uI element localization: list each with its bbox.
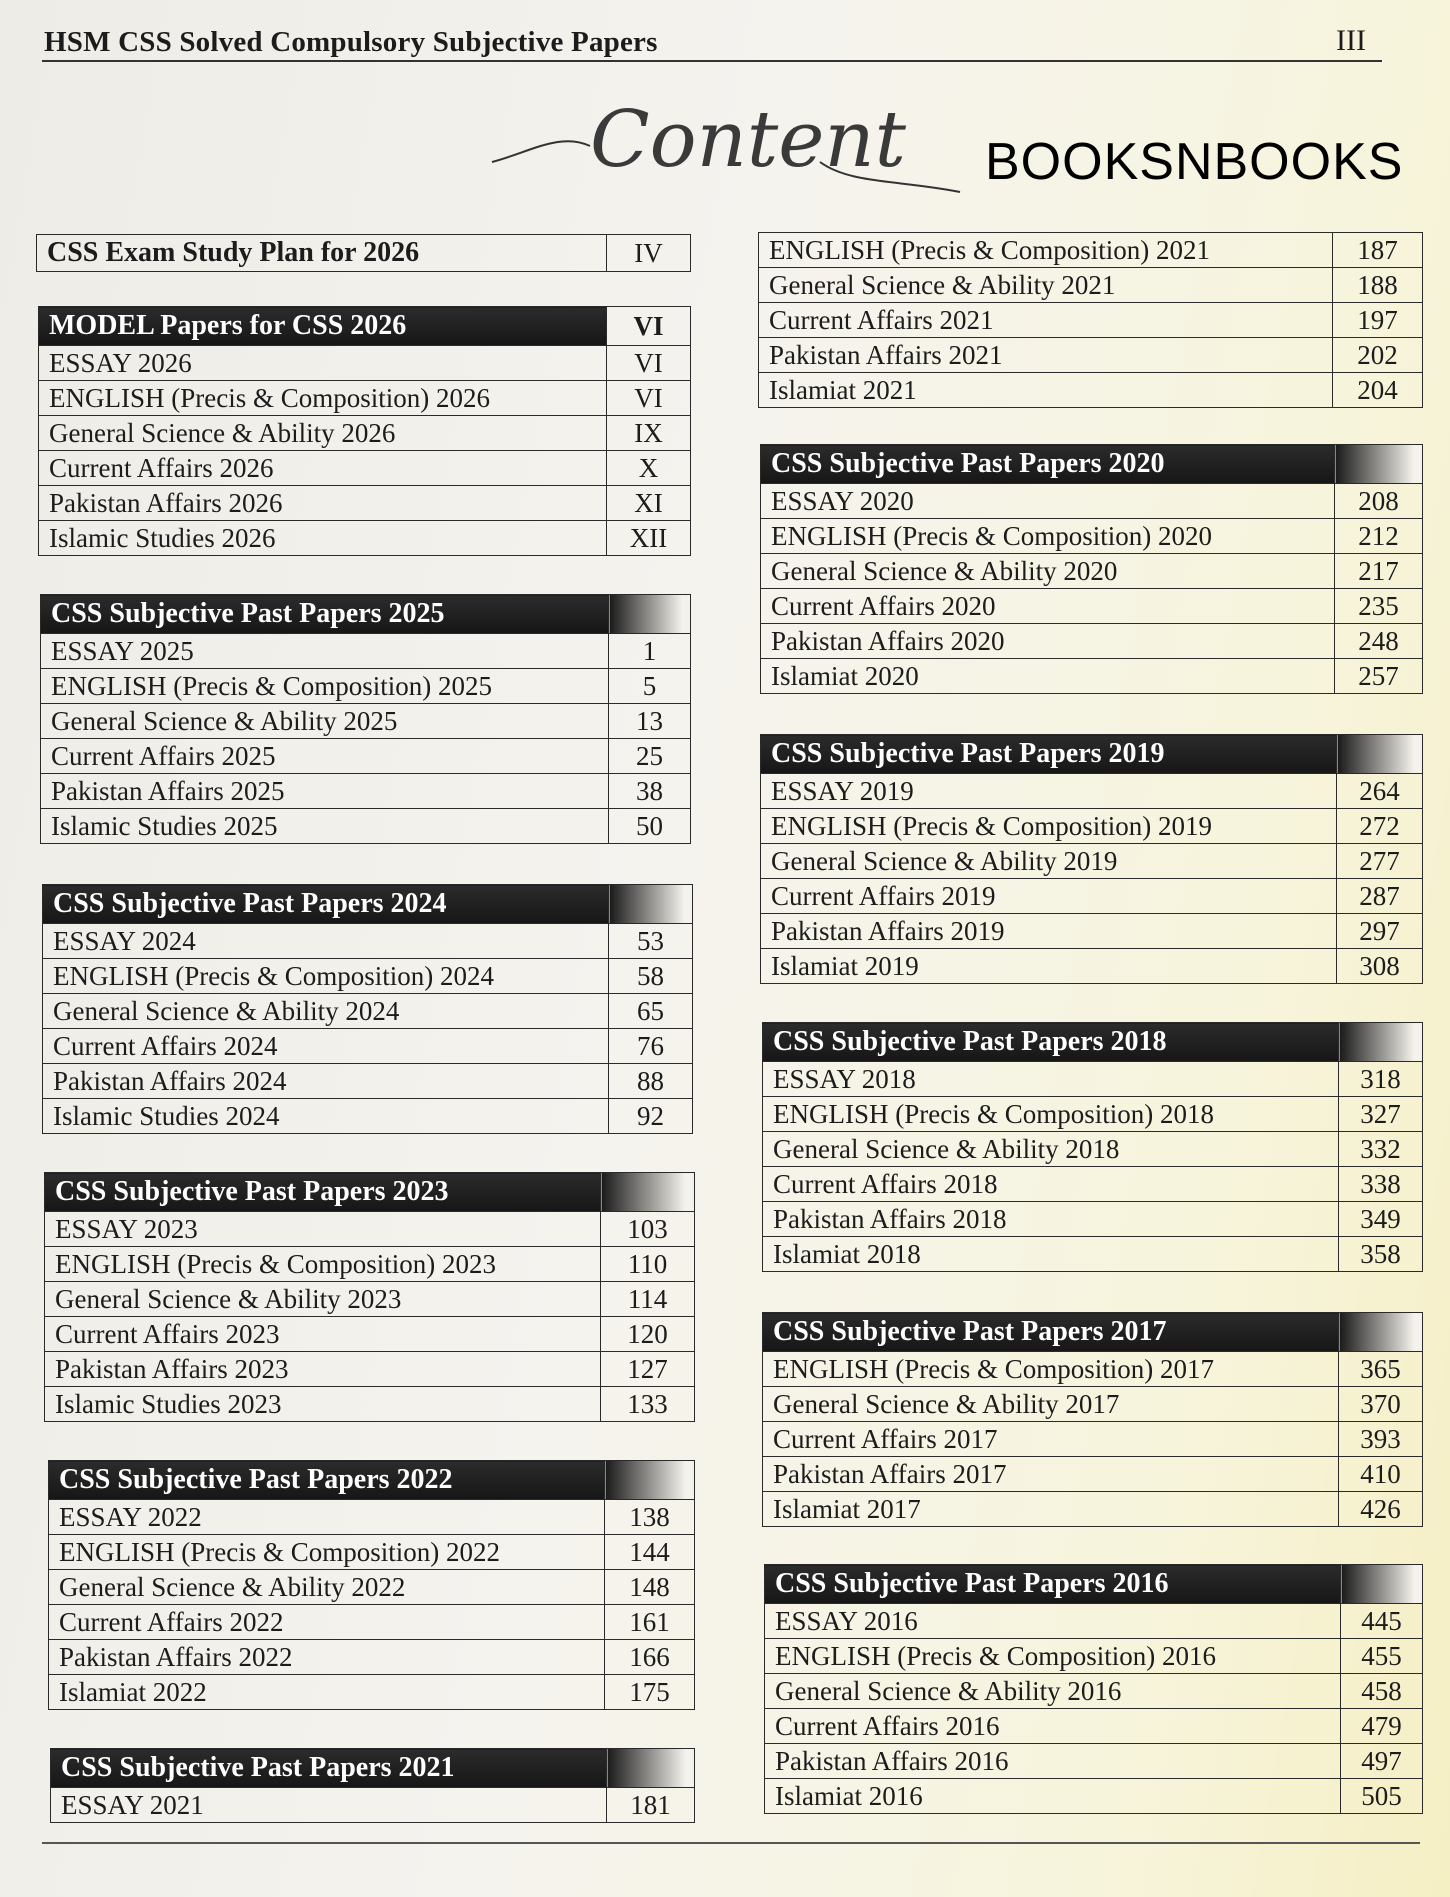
entry-label: Pakistan Affairs 2018 xyxy=(763,1202,1339,1237)
section-page: VI xyxy=(607,307,691,346)
toc-entry xyxy=(763,1097,1423,1132)
entry-page: VI xyxy=(607,346,691,381)
toc-entry xyxy=(763,1167,1423,1202)
entry-label: ENGLISH (Precis & Composition) 2016 xyxy=(765,1639,1341,1674)
toc-entry xyxy=(761,589,1423,624)
toc-entry xyxy=(39,416,691,451)
entry-page: 235 xyxy=(1335,589,1423,624)
toc-entry xyxy=(43,959,693,994)
toc-entry xyxy=(49,1605,695,1640)
toc-entry xyxy=(45,1352,695,1387)
entry-page: 264 xyxy=(1337,774,1423,809)
entry-page: 393 xyxy=(1339,1422,1423,1457)
toc-entry xyxy=(761,914,1423,949)
entry-label: Current Affairs 2026 xyxy=(39,451,607,486)
toc-entry xyxy=(41,739,691,774)
entry-page: X xyxy=(607,451,691,486)
entry-label: Current Affairs 2025 xyxy=(41,739,609,774)
toc-entry xyxy=(45,1282,695,1317)
toc-entry xyxy=(761,624,1423,659)
entry-page: 92 xyxy=(609,1099,693,1134)
toc-entry xyxy=(41,774,691,809)
toc-block-2016 xyxy=(764,1564,1423,1814)
entry-label: Current Affairs 2017 xyxy=(763,1422,1339,1457)
entry-label: Pakistan Affairs 2016 xyxy=(765,1744,1341,1779)
toc-entry xyxy=(763,1202,1423,1237)
entry-label: Pakistan Affairs 2024 xyxy=(43,1064,609,1099)
toc-block-2025 xyxy=(40,594,691,844)
entry-page: 204 xyxy=(1333,373,1423,408)
bottom-rule xyxy=(42,1842,1420,1844)
entry-label: ESSAY 2024 xyxy=(43,924,609,959)
entry-label: Islamic Studies 2026 xyxy=(39,521,607,556)
entry-label: Pakistan Affairs 2017 xyxy=(763,1457,1339,1492)
toc-entry xyxy=(761,844,1423,879)
section-page xyxy=(605,1461,695,1500)
entry-page: 505 xyxy=(1341,1779,1423,1814)
toc-section-heading xyxy=(761,735,1423,774)
toc-section-heading xyxy=(761,445,1423,484)
entry-label: ENGLISH (Precis & Composition) 2023 xyxy=(45,1247,601,1282)
entry-label: ESSAY 2026 xyxy=(39,346,607,381)
entry-page: 455 xyxy=(1341,1639,1423,1674)
entry-page: 127 xyxy=(601,1352,695,1387)
entry-label: Islamiat 2019 xyxy=(761,949,1337,984)
section-title: CSS Subjective Past Papers 2020 xyxy=(761,445,1335,484)
toc-entry xyxy=(49,1570,695,1605)
entry-label: ENGLISH (Precis & Composition) 2025 xyxy=(41,669,609,704)
entry-page: 38 xyxy=(609,774,691,809)
entry-label: Pakistan Affairs 2020 xyxy=(761,624,1335,659)
toc-block-study-plan xyxy=(36,234,691,272)
toc-entry xyxy=(761,774,1423,809)
entry-page: 148 xyxy=(605,1570,695,1605)
entry-page: 188 xyxy=(1333,268,1423,303)
entry-label: Islamic Studies 2024 xyxy=(43,1099,609,1134)
toc-entry xyxy=(765,1709,1423,1744)
entry-page: 297 xyxy=(1337,914,1423,949)
entry-page: 110 xyxy=(601,1247,695,1282)
toc-section-heading xyxy=(41,595,691,634)
entry-label: ESSAY 2016 xyxy=(765,1604,1341,1639)
toc-block-2024 xyxy=(42,884,693,1134)
brand-watermark: BOOKSNBOOKS xyxy=(985,133,1404,191)
toc-block-2021 xyxy=(50,1748,695,1823)
entry-page: 308 xyxy=(1337,949,1423,984)
entry-label: ESSAY 2022 xyxy=(49,1500,605,1535)
toc-entry xyxy=(761,949,1423,984)
toc-entry xyxy=(39,451,691,486)
toc-entry xyxy=(43,924,693,959)
entry-page: 257 xyxy=(1335,659,1423,694)
toc-entry xyxy=(759,373,1423,408)
toc-entry xyxy=(765,1744,1423,1779)
entry-page: 114 xyxy=(601,1282,695,1317)
entry-label: Current Affairs 2019 xyxy=(761,879,1337,914)
entry-page: XII xyxy=(607,521,691,556)
entry-label: ESSAY 2019 xyxy=(761,774,1337,809)
toc-entry xyxy=(763,1132,1423,1167)
entry-label: Current Affairs 2018 xyxy=(763,1167,1339,1202)
toc-section-heading xyxy=(39,307,691,346)
toc-entry xyxy=(761,554,1423,589)
toc-section-heading xyxy=(43,885,693,924)
entry-label: ENGLISH (Precis & Composition) 2021 xyxy=(759,233,1333,268)
toc-entry xyxy=(41,809,691,844)
section-title: CSS Subjective Past Papers 2025 xyxy=(41,595,609,634)
entry-page: 327 xyxy=(1339,1097,1423,1132)
toc-entry xyxy=(763,1352,1423,1387)
entry-page: 277 xyxy=(1337,844,1423,879)
toc-entry xyxy=(51,1788,695,1823)
toc-entry xyxy=(765,1779,1423,1814)
toc-entry xyxy=(45,1247,695,1282)
entry-label: ENGLISH (Precis & Composition) 2019 xyxy=(761,809,1337,844)
running-title: HSM CSS Solved Compulsory Subjective Papers xyxy=(44,26,658,58)
toc-entry xyxy=(43,994,693,1029)
entry-page: 212 xyxy=(1335,519,1423,554)
section-page xyxy=(607,1749,695,1788)
entry-page: 88 xyxy=(609,1064,693,1099)
entry-label: ENGLISH (Precis & Composition) 2020 xyxy=(761,519,1335,554)
entry-label: Pakistan Affairs 2022 xyxy=(49,1640,605,1675)
toc-section-heading xyxy=(49,1461,695,1500)
entry-page: 58 xyxy=(609,959,693,994)
entry-page: 426 xyxy=(1339,1492,1423,1527)
entry-page: 187 xyxy=(1333,233,1423,268)
toc-entry xyxy=(759,233,1423,268)
entry-label: Islamiat 2021 xyxy=(759,373,1333,408)
section-title: CSS Subjective Past Papers 2017 xyxy=(763,1313,1339,1352)
entry-label: General Science & Ability 2022 xyxy=(49,1570,605,1605)
entry-label: Current Affairs 2022 xyxy=(49,1605,605,1640)
toc-block-model-papers xyxy=(38,306,691,556)
entry-label: ENGLISH (Precis & Composition) 2018 xyxy=(763,1097,1339,1132)
toc-entry xyxy=(45,1212,695,1247)
entry-page: 50 xyxy=(609,809,691,844)
toc-entry xyxy=(39,381,691,416)
entry-page: 144 xyxy=(605,1535,695,1570)
toc-section-heading xyxy=(37,235,691,272)
toc-entry xyxy=(765,1639,1423,1674)
toc-section-heading xyxy=(763,1313,1423,1352)
toc-section-heading xyxy=(51,1749,695,1788)
section-title: MODEL Papers for CSS 2026 xyxy=(39,307,607,346)
entry-page: 445 xyxy=(1341,1604,1423,1639)
toc-entry xyxy=(759,268,1423,303)
toc-entry xyxy=(763,1062,1423,1097)
section-title: CSS Subjective Past Papers 2016 xyxy=(765,1565,1341,1604)
entry-page: 197 xyxy=(1333,303,1423,338)
toc-entry xyxy=(41,634,691,669)
entry-label: General Science & Ability 2021 xyxy=(759,268,1333,303)
section-page xyxy=(601,1173,695,1212)
toc-entry xyxy=(761,659,1423,694)
entry-label: Pakistan Affairs 2023 xyxy=(45,1352,601,1387)
toc-block-2021-continued xyxy=(758,232,1423,408)
entry-page: 138 xyxy=(605,1500,695,1535)
toc-block-2023 xyxy=(44,1172,695,1422)
section-page xyxy=(1335,445,1423,484)
entry-label: General Science & Ability 2026 xyxy=(39,416,607,451)
entry-page: 370 xyxy=(1339,1387,1423,1422)
entry-label: Pakistan Affairs 2025 xyxy=(41,774,609,809)
entry-page: 458 xyxy=(1341,1674,1423,1709)
section-page xyxy=(609,595,691,634)
toc-entry xyxy=(763,1492,1423,1527)
toc-entry xyxy=(761,519,1423,554)
entry-page: 479 xyxy=(1341,1709,1423,1744)
entry-label: ENGLISH (Precis & Composition) 2024 xyxy=(43,959,609,994)
section-title: CSS Subjective Past Papers 2018 xyxy=(763,1023,1339,1062)
entry-page: 53 xyxy=(609,924,693,959)
entry-label: Islamic Studies 2023 xyxy=(45,1387,601,1422)
entry-label: ESSAY 2020 xyxy=(761,484,1335,519)
entry-page: 272 xyxy=(1337,809,1423,844)
toc-entry xyxy=(763,1387,1423,1422)
entry-page: 349 xyxy=(1339,1202,1423,1237)
toc-entry xyxy=(45,1387,695,1422)
toc-entry xyxy=(759,338,1423,373)
entry-page: 175 xyxy=(605,1675,695,1710)
toc-block-2022 xyxy=(48,1460,695,1710)
entry-label: Pakistan Affairs 2026 xyxy=(39,486,607,521)
toc-entry xyxy=(49,1675,695,1710)
toc-entry xyxy=(49,1500,695,1535)
entry-label: General Science & Ability 2016 xyxy=(765,1674,1341,1709)
entry-page: 497 xyxy=(1341,1744,1423,1779)
entry-label: Pakistan Affairs 2019 xyxy=(761,914,1337,949)
entry-label: ESSAY 2018 xyxy=(763,1062,1339,1097)
entry-page: 358 xyxy=(1339,1237,1423,1272)
toc-entry xyxy=(761,809,1423,844)
entry-label: ENGLISH (Precis & Composition) 2026 xyxy=(39,381,607,416)
toc-entry xyxy=(763,1422,1423,1457)
toc-block-2017 xyxy=(762,1312,1423,1527)
entry-page: 103 xyxy=(601,1212,695,1247)
toc-entry xyxy=(761,484,1423,519)
page-number: III xyxy=(1336,24,1366,57)
entry-label: Islamic Studies 2025 xyxy=(41,809,609,844)
section-page xyxy=(1341,1565,1423,1604)
entry-label: General Science & Ability 2019 xyxy=(761,844,1337,879)
entry-label: ENGLISH (Precis & Composition) 2017 xyxy=(763,1352,1339,1387)
entry-page: VI xyxy=(607,381,691,416)
entry-page: 13 xyxy=(609,704,691,739)
entry-label: Current Affairs 2021 xyxy=(759,303,1333,338)
entry-page: 410 xyxy=(1339,1457,1423,1492)
entry-page: 217 xyxy=(1335,554,1423,589)
entry-label: General Science & Ability 2025 xyxy=(41,704,609,739)
toc-entry xyxy=(43,1029,693,1064)
entry-page: 318 xyxy=(1339,1062,1423,1097)
toc-entry xyxy=(39,346,691,381)
toc-entry xyxy=(45,1317,695,1352)
toc-entry xyxy=(49,1535,695,1570)
entry-label: Islamiat 2018 xyxy=(763,1237,1339,1272)
entry-page: 65 xyxy=(609,994,693,1029)
content-heading xyxy=(490,88,970,198)
entry-page: 166 xyxy=(605,1640,695,1675)
section-title: CSS Subjective Past Papers 2021 xyxy=(51,1749,607,1788)
toc-entry xyxy=(49,1640,695,1675)
entry-page: 287 xyxy=(1337,879,1423,914)
entry-page: 76 xyxy=(609,1029,693,1064)
toc-entry xyxy=(763,1237,1423,1272)
toc-entry xyxy=(761,879,1423,914)
entry-label: Islamiat 2017 xyxy=(763,1492,1339,1527)
entry-label: General Science & Ability 2017 xyxy=(763,1387,1339,1422)
entry-label: ENGLISH (Precis & Composition) 2022 xyxy=(49,1535,605,1570)
section-page xyxy=(609,885,693,924)
section-title: CSS Subjective Past Papers 2024 xyxy=(43,885,609,924)
entry-label: Pakistan Affairs 2021 xyxy=(759,338,1333,373)
entry-page: 332 xyxy=(1339,1132,1423,1167)
entry-label: Current Affairs 2023 xyxy=(45,1317,601,1352)
entry-page: XI xyxy=(607,486,691,521)
entry-label: Current Affairs 2024 xyxy=(43,1029,609,1064)
heading-flourish-left xyxy=(492,141,590,162)
toc-entry xyxy=(39,521,691,556)
entry-page: 338 xyxy=(1339,1167,1423,1202)
entry-label: Islamiat 2016 xyxy=(765,1779,1341,1814)
toc-entry xyxy=(41,669,691,704)
toc-entry xyxy=(763,1457,1423,1492)
entry-label: Current Affairs 2016 xyxy=(765,1709,1341,1744)
toc-entry xyxy=(765,1674,1423,1709)
section-title: CSS Subjective Past Papers 2019 xyxy=(761,735,1337,774)
entry-page: 161 xyxy=(605,1605,695,1640)
running-header xyxy=(42,26,1382,62)
toc-entry xyxy=(43,1064,693,1099)
toc-section-heading xyxy=(765,1565,1423,1604)
toc-section-heading xyxy=(763,1023,1423,1062)
entry-label: ESSAY 2025 xyxy=(41,634,609,669)
entry-page: 181 xyxy=(607,1788,695,1823)
entry-label: General Science & Ability 2018 xyxy=(763,1132,1339,1167)
toc-block-2018 xyxy=(762,1022,1423,1272)
entry-label: Current Affairs 2020 xyxy=(761,589,1335,624)
toc-entry xyxy=(43,1099,693,1134)
entry-page: 202 xyxy=(1333,338,1423,373)
entry-page: 133 xyxy=(601,1387,695,1422)
toc-entry xyxy=(39,486,691,521)
entry-page: 120 xyxy=(601,1317,695,1352)
toc-section-heading xyxy=(45,1173,695,1212)
section-title: CSS Exam Study Plan for 2026 xyxy=(37,235,607,272)
entry-page: 5 xyxy=(609,669,691,704)
section-page xyxy=(1337,735,1423,774)
entry-page: 365 xyxy=(1339,1352,1423,1387)
entry-label: General Science & Ability 2023 xyxy=(45,1282,601,1317)
entry-label: ESSAY 2021 xyxy=(51,1788,607,1823)
toc-entry xyxy=(759,303,1423,338)
entry-label: General Science & Ability 2020 xyxy=(761,554,1335,589)
section-page xyxy=(1339,1023,1423,1062)
toc-block-2020 xyxy=(760,444,1423,694)
entry-page: IX xyxy=(607,416,691,451)
section-title: CSS Subjective Past Papers 2022 xyxy=(49,1461,605,1500)
entry-page: 248 xyxy=(1335,624,1423,659)
entry-label: Islamiat 2022 xyxy=(49,1675,605,1710)
entry-label: ESSAY 2023 xyxy=(45,1212,601,1247)
toc-entry xyxy=(765,1604,1423,1639)
toc-entry xyxy=(41,704,691,739)
toc-block-2019 xyxy=(760,734,1423,984)
entry-label: General Science & Ability 2024 xyxy=(43,994,609,1029)
entry-page: 25 xyxy=(609,739,691,774)
section-title: CSS Subjective Past Papers 2023 xyxy=(45,1173,601,1212)
entry-page: 208 xyxy=(1335,484,1423,519)
content-heading-text: Content xyxy=(590,95,906,185)
section-page xyxy=(1339,1313,1423,1352)
entry-page: 1 xyxy=(609,634,691,669)
entry-label: Islamiat 2020 xyxy=(761,659,1335,694)
section-page: IV xyxy=(607,235,691,272)
